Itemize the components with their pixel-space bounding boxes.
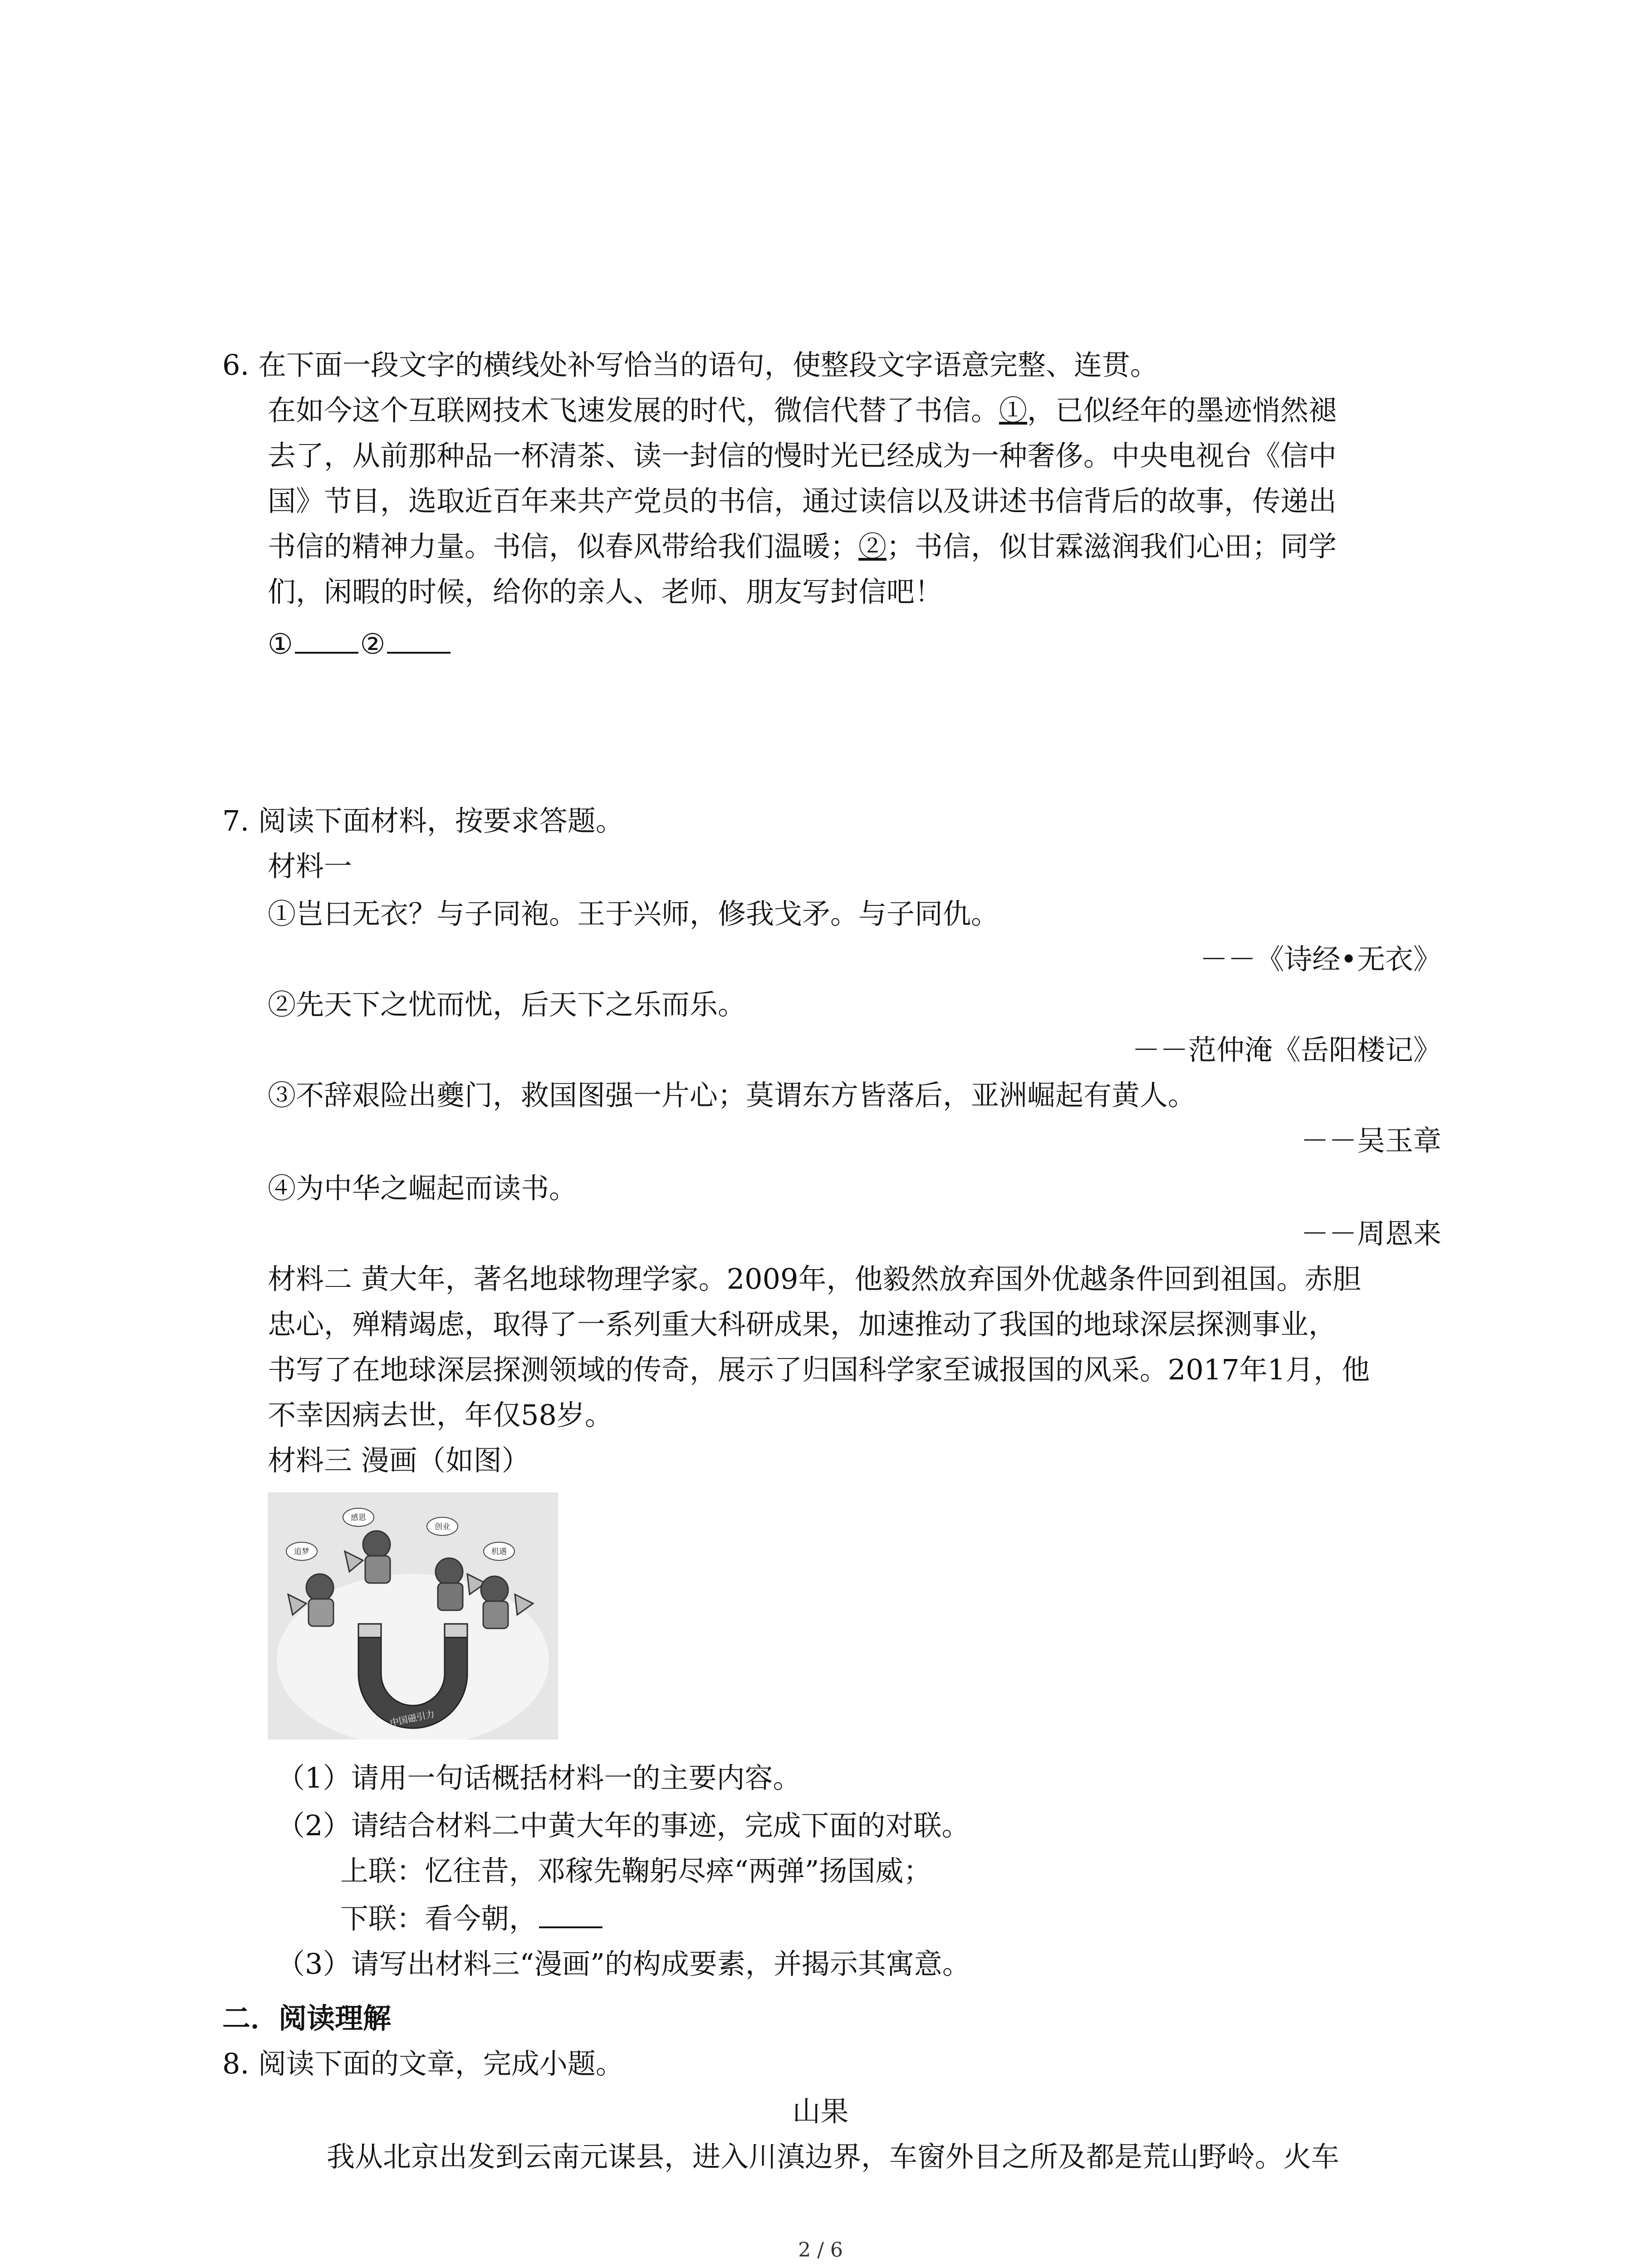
story-first-line: 我从北京出发到云南元谋县，进入川滇边界，车窗外目之所及都是荒山野岭。火车: [327, 2140, 1340, 2173]
couplet-blank[interactable]: [539, 1898, 603, 1928]
material-1-item-3: ③不辞艰险出夔门，救国图强一片心；莫谓东方皆落后，亚洲崛起有黄人。: [268, 1079, 1196, 1112]
q6-paragraph-line-4: 书信的精神力量。书信，似春风带给我们温暖；②；书信，似甘霖滋润我们心田；同学: [268, 530, 1337, 563]
answer-blank-2[interactable]: [387, 624, 451, 654]
q8-title: 8. 阅读下面的文章，完成小题。: [222, 2047, 624, 2080]
material-1-source-1: －－《诗经•无衣》: [1200, 943, 1441, 976]
q7-sub-1: （1）请用一句话概括材料一的主要内容。: [277, 1761, 801, 1794]
q6-answer-blanks: ① ②: [268, 624, 452, 662]
material-2-line-1: 材料二 黄大年，著名地球物理学家。2009年，他毅然放弃国外优越条件回到祖国。赤胆: [268, 1262, 1361, 1295]
cartoon-image: [268, 1492, 558, 1740]
bubble-text-opportunity: 机遇: [491, 1547, 507, 1556]
q6-title: 6. 在下面一段文字的横线处补写恰当的语句，使整段文字语意完整、连贯。: [222, 348, 1158, 381]
q7-sub-3: （3）请写出材料三“漫画”的构成要素，并揭示其寓意。: [277, 1947, 970, 1980]
material-2-line-3: 书写了在地球深层探测领域的传奇，展示了归国科学家至诚报国的风采。2017年1月，他: [268, 1353, 1370, 1386]
material-1-label: 材料一: [268, 850, 353, 883]
couplet-lower: 下联：看今朝，: [340, 1898, 604, 1937]
material-1-source-3: －－吴玉章: [1300, 1124, 1441, 1157]
q7-title: 7. 阅读下面材料，按要求答题。: [222, 804, 624, 837]
material-2-line-2: 忠心，殚精竭虑，取得了一系列重大科研成果，加速推动了我国的地球深层探测事业，: [268, 1308, 1337, 1341]
material-1-item-1: ①岂曰无衣？与子同袍。王于兴师，修我戈矛。与子同仇。: [268, 897, 999, 930]
q6-paragraph-line-5: 们，闲暇的时候，给你的亲人、老师、朋友写封信吧！: [268, 575, 943, 608]
cartoon-illustration: [268, 1492, 558, 1740]
q6-paragraph-line-3: 国》节目，选取近百年来共产党员的书信，通过读信以及讲述书信背后的故事，传递出: [268, 484, 1337, 518]
q6-paragraph-line-1: 在如今这个互联网技术飞速发展的时代，微信代替了书信。①，已似经年的墨迹悄然褪: [268, 394, 1337, 427]
magnet-label: 中国磁引力: [389, 1708, 436, 1729]
couplet-upper: 上联：忆往昔，邓稼先鞠躬尽瘁“两弹”扬国威；: [340, 1854, 932, 1887]
blank-marker-1: ①: [999, 394, 1028, 427]
bubble-text-startup: 创业: [435, 1522, 450, 1531]
bubble-text-dream: 追梦: [294, 1547, 309, 1556]
section-heading: 二．阅读理解: [222, 2002, 392, 2035]
story-title: 山果: [792, 2095, 849, 2128]
q6-paragraph-line-2: 去了，从前那种品一杯清茶、读一封信的慢时光已经成为一种奢侈。中央电视台《信中: [268, 439, 1337, 472]
answer-blank-1[interactable]: [295, 624, 358, 654]
material-1-item-2: ②先天下之忧而忧，后天下之乐而乐。: [268, 988, 746, 1021]
page-number: 2 / 6: [798, 2239, 843, 2262]
material-1-source-4: －－周恩来: [1300, 1217, 1441, 1250]
material-1-source-2: －－范仲淹《岳阳楼记》: [1132, 1033, 1441, 1066]
q7-sub-2: （2）请结合材料二中黄大年的事迹，完成下面的对联。: [277, 1809, 970, 1842]
material-1-item-4: ④为中华之崛起而读书。: [268, 1172, 578, 1205]
blank-marker-2: ②: [858, 530, 887, 563]
bubble-text-gratitude: 感恩: [351, 1513, 366, 1522]
material-3-label: 材料三 漫画（如图）: [268, 1444, 530, 1477]
material-2-line-4: 不幸因病去世，年仅58岁。: [268, 1398, 613, 1432]
